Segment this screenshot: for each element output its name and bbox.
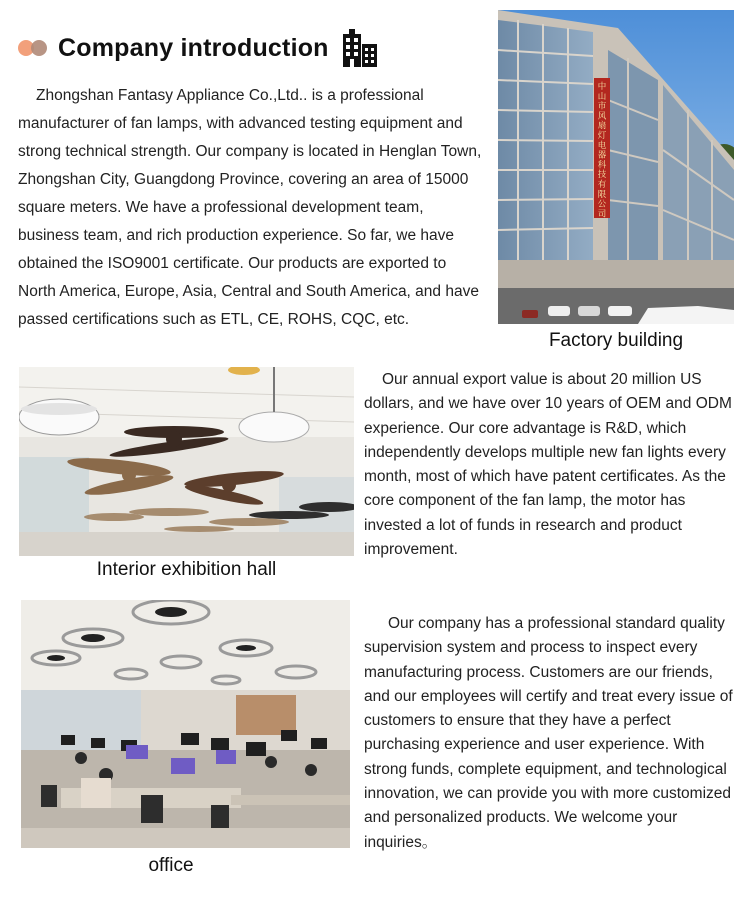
svg-text:司: 司 (597, 209, 607, 220)
export-paragraph: Our annual export value is about 20 million US dollars, and we have over 10 years of OEM and ODM experience. Our core advantage is R&D, which independently develops multiple new fan lights every month, most of which have patent certificates. As the core component of the fan lamp, the motor has invested a lot of funds in research and product improvement. (364, 371, 732, 559)
decorative-dots-icon (18, 39, 50, 57)
svg-text:扇: 扇 (597, 121, 607, 132)
building-icon (341, 28, 379, 68)
svg-text:市: 市 (597, 101, 607, 112)
svg-text:山: 山 (597, 91, 607, 102)
section-header (18, 28, 379, 68)
svg-text:有: 有 (597, 180, 607, 190)
office-photo (21, 600, 350, 848)
factory-building-photo (498, 10, 734, 324)
factory-sign-text (598, 81, 607, 219)
svg-text:科: 科 (597, 160, 607, 171)
svg-text:风: 风 (597, 111, 607, 122)
exhibition-hall-photo (19, 367, 354, 556)
svg-text:技: 技 (597, 170, 607, 181)
exhibition-hall-caption: Interior exhibition hall (96, 559, 277, 580)
svg-text:器: 器 (597, 150, 607, 161)
intro-paragraph: Zhongshan Fantasy Appliance Co.,Ltd.. is a professional manufacturer of fan lamps, with advanced testing equipment and strong technical strength. Our company is located in Henglan Town, Zhongshan City, Guangdong Province, covering an area of 15000 square meters. We have a professional development team, business team, and rich production experience. So far, we have obtained the ISO9001 certificate. Our products are exported to North America, Europe, Asia, Central and South America, and have passed certifications such as ETL, CE, ROHS, CQC, etc. (18, 87, 482, 328)
svg-text:中: 中 (597, 82, 607, 92)
office-caption: office (148, 855, 194, 876)
svg-text:电: 电 (597, 140, 607, 151)
factory-building-caption: Factory building (548, 330, 684, 351)
svg-text:限: 限 (597, 189, 607, 200)
page-title: Company introduction (58, 33, 329, 62)
quality-paragraph: Our company has a professional standard quality supervision system and process to inspect every manufacturing process. Customers are our friends, and our employees will certify and treat every issue of customers to ensure that they have a perfect purchasing experience and user experience. With strong funds, complete equipment, and technological innovation, we can provide you with more customized and personalized products. We welcome your inquiries。 (364, 615, 733, 851)
svg-text:灯: 灯 (597, 131, 607, 141)
svg-text:公: 公 (597, 199, 607, 210)
